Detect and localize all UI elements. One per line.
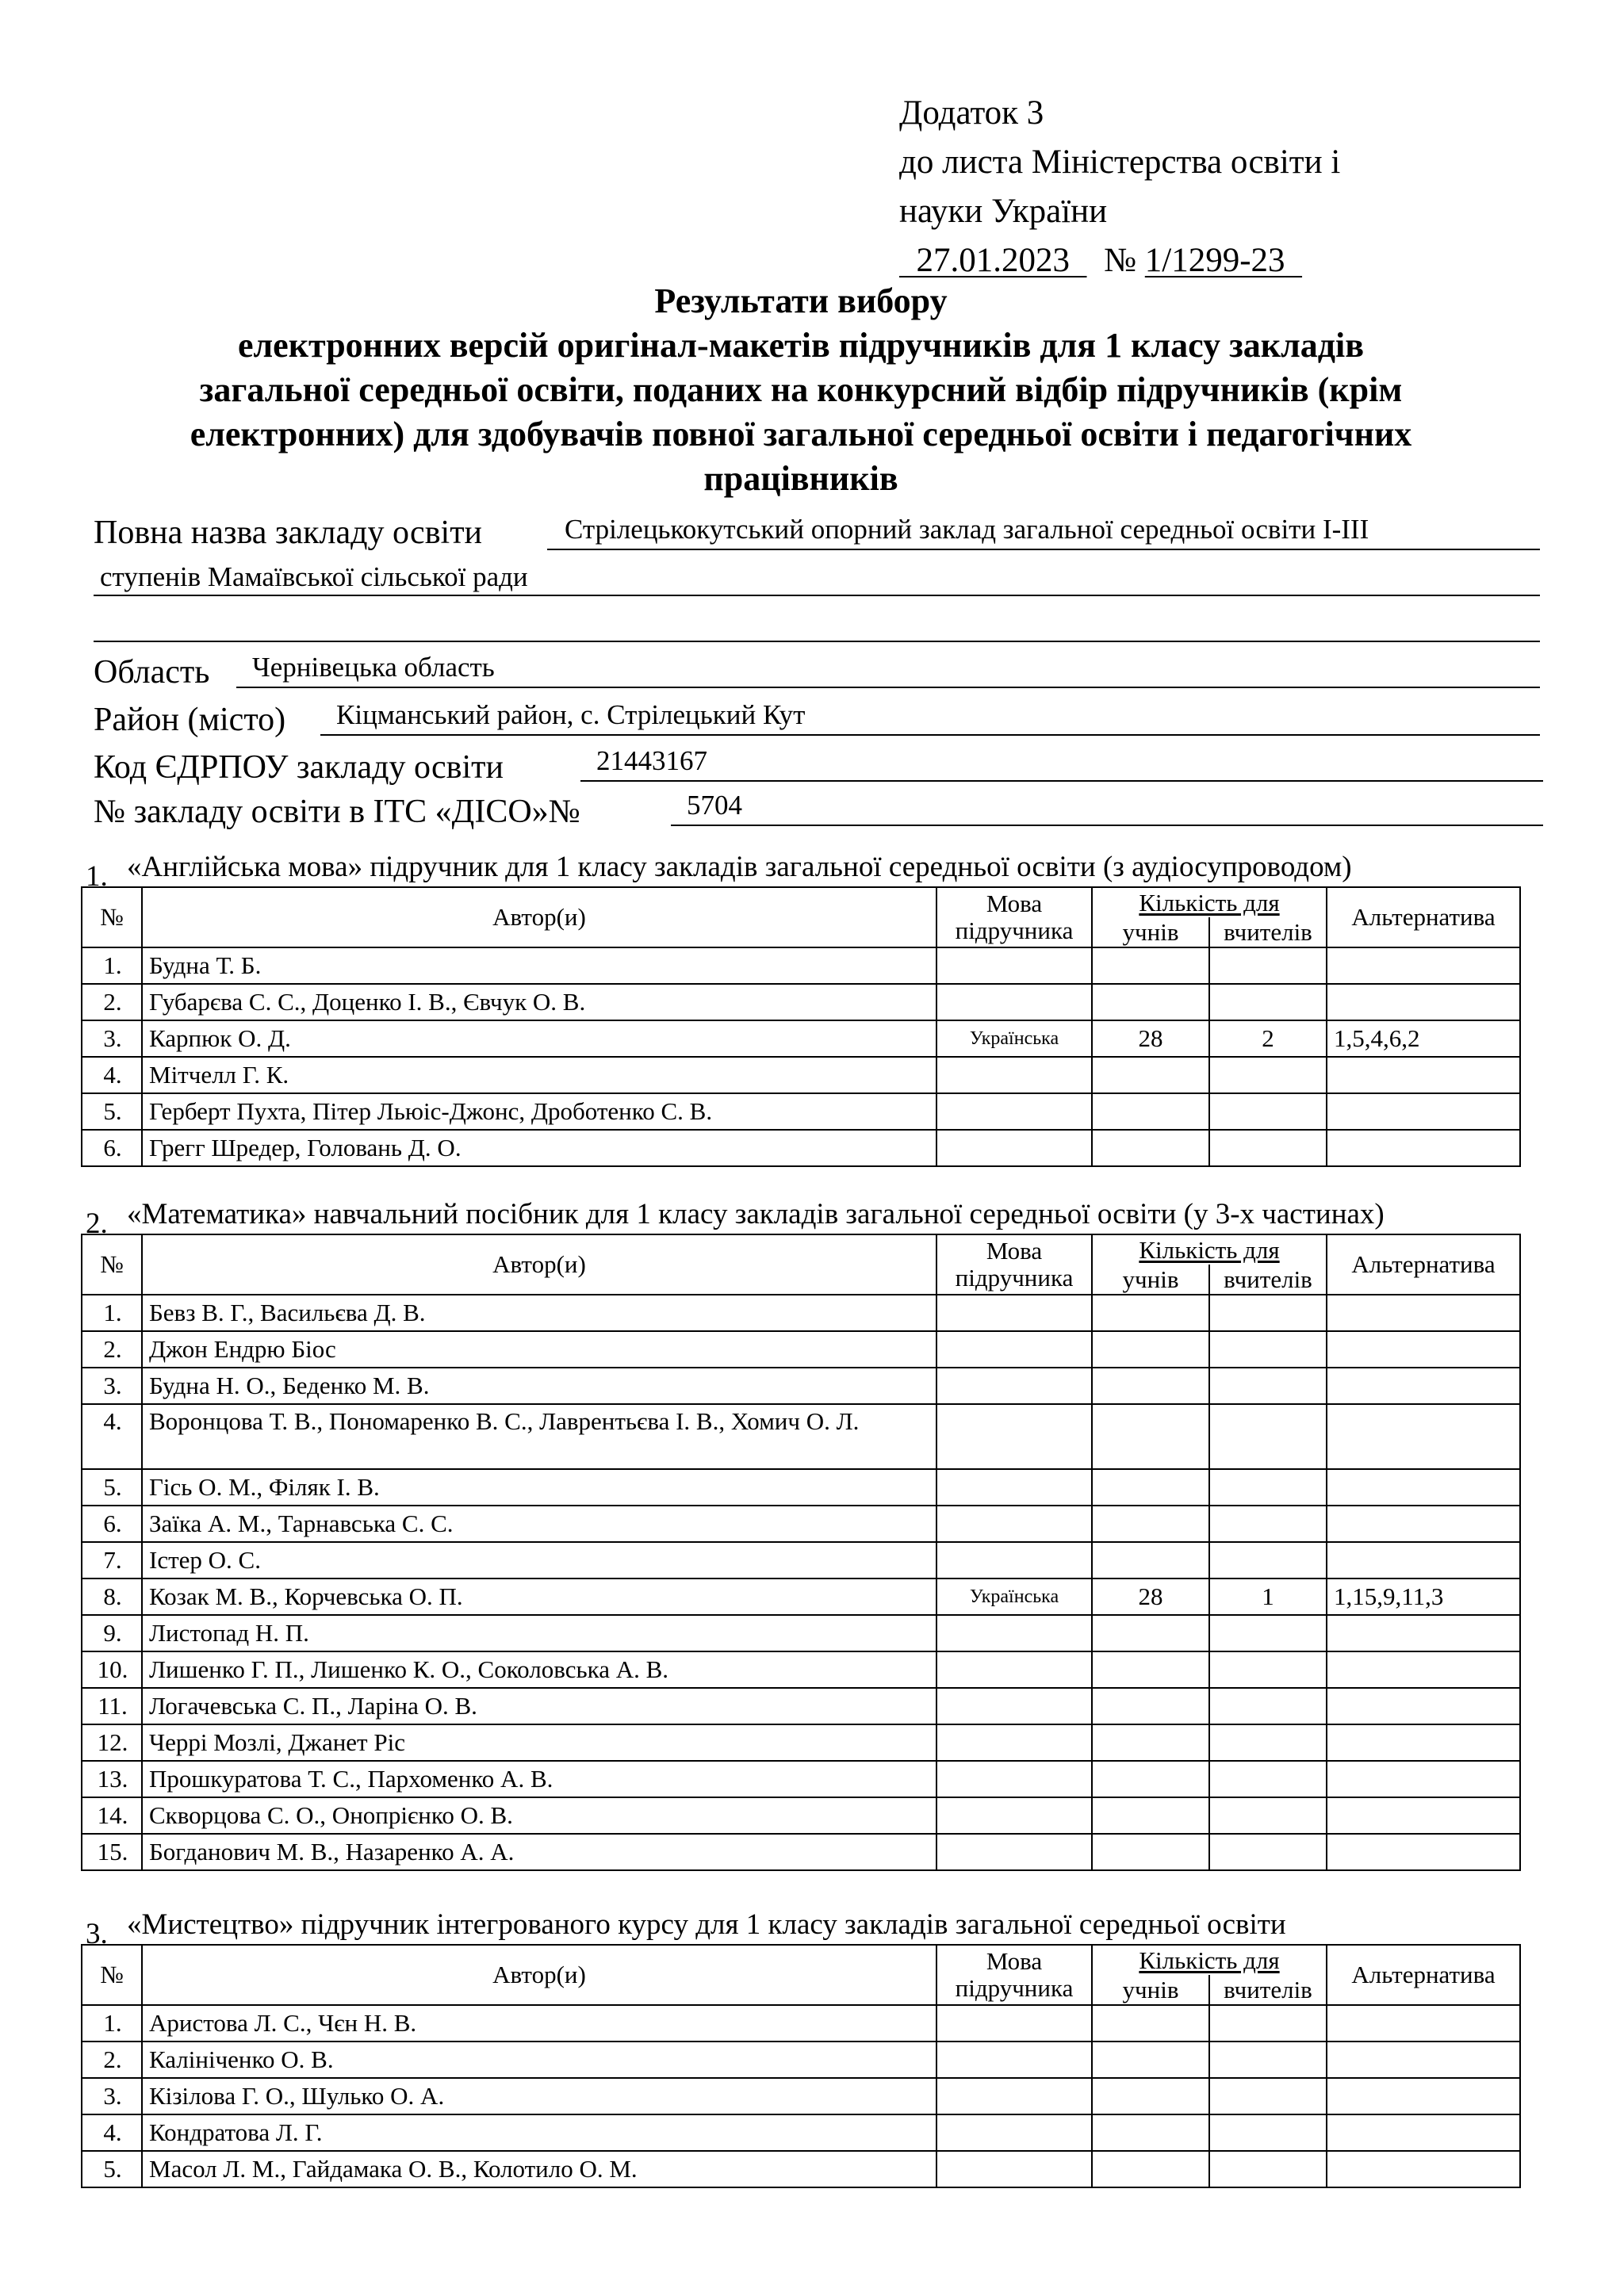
table-row bbox=[82, 1615, 1520, 1651]
row-language bbox=[936, 1469, 1092, 1506]
row-number: 2. bbox=[82, 984, 142, 1020]
header-students: учнів bbox=[1092, 917, 1209, 947]
row-alternative bbox=[1327, 1130, 1520, 1166]
row-teachers bbox=[1209, 1057, 1327, 1093]
table-row bbox=[82, 984, 1520, 1020]
row-number: 6. bbox=[82, 1506, 142, 1542]
row-language bbox=[936, 1651, 1092, 1688]
row-students bbox=[1092, 1469, 1209, 1506]
addendum-ministry-line: науки України bbox=[899, 193, 1108, 230]
row-teachers bbox=[1209, 947, 1327, 984]
addendum-block bbox=[899, 89, 1340, 285]
school-name-underline-1 bbox=[547, 549, 1540, 550]
table-header-row bbox=[82, 1945, 1520, 1975]
row-alternative bbox=[1327, 2114, 1520, 2151]
header-quantity bbox=[1092, 887, 1327, 917]
row-authors: Грегг Шредер, Головань Д. О. bbox=[142, 1130, 936, 1166]
row-number: 7. bbox=[82, 1542, 142, 1578]
row-students bbox=[1092, 1093, 1209, 1130]
header-alternative: Альтернатива bbox=[1327, 887, 1520, 947]
table-row bbox=[82, 1469, 1520, 1506]
row-language bbox=[936, 1797, 1092, 1834]
row-number: 4. bbox=[82, 2114, 142, 2151]
row-language bbox=[936, 1130, 1092, 1166]
row-number: 12. bbox=[82, 1724, 142, 1761]
region-label: Область bbox=[94, 654, 210, 691]
row-language bbox=[936, 1506, 1092, 1542]
row-number: 3. bbox=[82, 1368, 142, 1404]
row-language bbox=[936, 1331, 1092, 1368]
header-quantity-label: Кількість для bbox=[1139, 1946, 1280, 1974]
row-students bbox=[1092, 1688, 1209, 1724]
row-authors: Калініченко О. В. bbox=[142, 2042, 936, 2078]
table-row bbox=[82, 1093, 1520, 1130]
school-name-value-1: Стрілецькокутський опорний заклад загальної середньої освіти І-ІІІ bbox=[565, 514, 1369, 545]
row-number: 1. bbox=[82, 1295, 142, 1331]
row-language bbox=[936, 2151, 1092, 2187]
row-students bbox=[1092, 2151, 1209, 2187]
row-students bbox=[1092, 1761, 1209, 1797]
header-quantity bbox=[1092, 1945, 1327, 1975]
row-teachers bbox=[1209, 2042, 1327, 2078]
addendum-letter-line: до листа Міністерства освіти і bbox=[899, 144, 1341, 181]
row-number: 1. bbox=[82, 947, 142, 984]
table-row bbox=[82, 1020, 1520, 1057]
header-language-line-2: підручника bbox=[955, 1974, 1074, 2002]
row-alternative bbox=[1327, 1368, 1520, 1404]
section-2-title: «Математика» навчальний посібник для 1 класу закладів загальної середньої освіти (у 3-х частинах) bbox=[127, 1198, 1385, 1230]
title-line-2: електронних версій оригінал-макетів підручників для 1 класу закладів bbox=[237, 326, 1365, 365]
document-title bbox=[71, 279, 1530, 501]
itc-label: № закладу освіти в ІТС «ДІСО»№ bbox=[94, 794, 580, 830]
header-language-line-1: Мова bbox=[986, 890, 1043, 917]
table-row bbox=[82, 1688, 1520, 1724]
row-language bbox=[936, 1093, 1092, 1130]
title-line-1: Результати вибору bbox=[654, 281, 948, 320]
row-teachers bbox=[1209, 1404, 1327, 1469]
header-authors: Автор(и) bbox=[142, 887, 936, 947]
table-header-row bbox=[82, 887, 1520, 917]
header-teachers: вчителів bbox=[1209, 1265, 1327, 1295]
row-alternative bbox=[1327, 1797, 1520, 1834]
row-alternative bbox=[1327, 1469, 1520, 1506]
row-authors: Кондратова Л. Г. bbox=[142, 2114, 936, 2151]
row-students bbox=[1092, 1130, 1209, 1166]
row-language: Українська bbox=[936, 1578, 1092, 1615]
row-language bbox=[936, 947, 1092, 984]
row-number: 3. bbox=[82, 2078, 142, 2114]
section-3-number: 3. bbox=[86, 1918, 108, 1950]
row-alternative bbox=[1327, 1506, 1520, 1542]
table-row bbox=[82, 1834, 1520, 1870]
table-row bbox=[82, 1368, 1520, 1404]
row-language bbox=[936, 1368, 1092, 1404]
row-students bbox=[1092, 2078, 1209, 2114]
row-authors: Богданович М. В., Назаренко А. А. bbox=[142, 1834, 936, 1870]
header-num: № bbox=[82, 1234, 142, 1295]
header-language-line-2: підручника bbox=[955, 916, 1074, 944]
row-authors: Бевз В. Г., Васильєва Д. В. bbox=[142, 1295, 936, 1331]
row-alternative bbox=[1327, 1834, 1520, 1870]
header-alternative: Альтернатива bbox=[1327, 1234, 1520, 1295]
row-language bbox=[936, 1724, 1092, 1761]
row-authors: Істер О. С. bbox=[142, 1542, 936, 1578]
row-authors: Воронцова Т. В., Пономаренко В. С., Лаврентьєва І. В., Хомич О. Л. bbox=[142, 1404, 936, 1469]
row-teachers bbox=[1209, 2114, 1327, 2151]
row-authors: Герберт Пухта, Пітер Льюіс-Джонс, Дроботенко С. В. bbox=[142, 1093, 936, 1130]
row-number: 13. bbox=[82, 1761, 142, 1797]
row-authors: Масол Л. М., Гайдамака О. В., Колотило О. М. bbox=[142, 2151, 936, 2187]
row-students bbox=[1092, 947, 1209, 984]
row-number: 5. bbox=[82, 2151, 142, 2187]
row-alternative bbox=[1327, 2151, 1520, 2187]
table-row bbox=[82, 1797, 1520, 1834]
row-students bbox=[1092, 1542, 1209, 1578]
row-alternative bbox=[1327, 2078, 1520, 2114]
row-teachers bbox=[1209, 1331, 1327, 1368]
row-teachers bbox=[1209, 1506, 1327, 1542]
addendum-number: 1/1299-23 bbox=[1144, 242, 1285, 279]
table-row bbox=[82, 1651, 1520, 1688]
edrpou-underline bbox=[580, 780, 1543, 782]
row-number: 6. bbox=[82, 1130, 142, 1166]
row-teachers bbox=[1209, 2151, 1327, 2187]
row-language bbox=[936, 1834, 1092, 1870]
row-alternative bbox=[1327, 1651, 1520, 1688]
row-teachers bbox=[1209, 1834, 1327, 1870]
row-authors: Козак М. В., Корчевська О. П. bbox=[142, 1578, 936, 1615]
table-row bbox=[82, 2114, 1520, 2151]
header-language bbox=[936, 1945, 1092, 2005]
row-students bbox=[1092, 1295, 1209, 1331]
row-language bbox=[936, 2042, 1092, 2078]
district-value: Кіцманський район, с. Стрілецький Кут bbox=[336, 699, 806, 730]
row-alternative bbox=[1327, 1615, 1520, 1651]
row-teachers bbox=[1209, 2005, 1327, 2042]
row-students bbox=[1092, 1368, 1209, 1404]
row-language bbox=[936, 1404, 1092, 1469]
row-students bbox=[1092, 1651, 1209, 1688]
row-teachers bbox=[1209, 1724, 1327, 1761]
section-2-table bbox=[81, 1234, 1521, 1871]
section-1-table bbox=[81, 886, 1521, 1167]
row-number: 9. bbox=[82, 1615, 142, 1651]
section-2-number: 2. bbox=[86, 1207, 108, 1240]
district-label: Район (місто) bbox=[94, 702, 286, 738]
region-underline bbox=[236, 687, 1540, 688]
row-authors: Черрі Мозлі, Джанет Ріс bbox=[142, 1724, 936, 1761]
table-row bbox=[82, 2042, 1520, 2078]
header-num: № bbox=[82, 887, 142, 947]
row-language bbox=[936, 1615, 1092, 1651]
row-alternative bbox=[1327, 1093, 1520, 1130]
row-number: 5. bbox=[82, 1469, 142, 1506]
row-teachers bbox=[1209, 1761, 1327, 1797]
row-teachers bbox=[1209, 1093, 1327, 1130]
header-language-line-2: підручника bbox=[955, 1264, 1074, 1292]
itc-underline bbox=[671, 825, 1543, 826]
row-alternative: 1,5,4,6,2 bbox=[1327, 1020, 1520, 1057]
table-row bbox=[82, 2151, 1520, 2187]
row-number: 2. bbox=[82, 2042, 142, 2078]
row-alternative bbox=[1327, 2005, 1520, 2042]
row-number: 15. bbox=[82, 1834, 142, 1870]
table-row bbox=[82, 1057, 1520, 1093]
header-teachers: вчителів bbox=[1209, 917, 1327, 947]
section-3-table bbox=[81, 1944, 1521, 2188]
row-students bbox=[1092, 1834, 1209, 1870]
row-teachers: 1 bbox=[1209, 1578, 1327, 1615]
header-authors: Автор(и) bbox=[142, 1945, 936, 2005]
itc-value: 5704 bbox=[687, 790, 742, 821]
row-students bbox=[1092, 1404, 1209, 1469]
header-teachers: вчителів bbox=[1209, 1975, 1327, 2005]
row-language bbox=[936, 2005, 1092, 2042]
school-name-underline-2 bbox=[94, 595, 1540, 596]
row-alternative bbox=[1327, 1331, 1520, 1368]
row-teachers bbox=[1209, 1469, 1327, 1506]
row-alternative bbox=[1327, 1761, 1520, 1797]
table-row bbox=[82, 947, 1520, 984]
row-authors: Заїка А. М., Тарнавська С. С. bbox=[142, 1506, 936, 1542]
row-number: 4. bbox=[82, 1057, 142, 1093]
addendum-date: 27.01.2023 bbox=[916, 242, 1070, 279]
row-number: 10. bbox=[82, 1651, 142, 1688]
school-name-value-2: ступенів Мамаївської сільської ради bbox=[100, 561, 528, 592]
row-alternative bbox=[1327, 1688, 1520, 1724]
row-language bbox=[936, 1688, 1092, 1724]
row-students: 28 bbox=[1092, 1020, 1209, 1057]
region-value: Чернівецька область bbox=[252, 652, 495, 683]
row-authors: Будна Н. О., Беденко М. В. bbox=[142, 1368, 936, 1404]
row-teachers bbox=[1209, 1542, 1327, 1578]
row-authors: Кізілова Г. О., Шулько О. А. bbox=[142, 2078, 936, 2114]
row-alternative: 1,15,9,11,3 bbox=[1327, 1578, 1520, 1615]
row-number: 5. bbox=[82, 1093, 142, 1130]
table-row bbox=[82, 2078, 1520, 2114]
school-name-underline-3 bbox=[94, 641, 1540, 642]
row-authors: Джон Ендрю Біос bbox=[142, 1331, 936, 1368]
title-line-5: працівників bbox=[703, 459, 898, 498]
header-language bbox=[936, 1234, 1092, 1295]
row-students bbox=[1092, 1797, 1209, 1834]
row-language bbox=[936, 1057, 1092, 1093]
row-students bbox=[1092, 1331, 1209, 1368]
row-teachers bbox=[1209, 1651, 1327, 1688]
header-students: учнів bbox=[1092, 1265, 1209, 1295]
section-1-number: 1. bbox=[86, 860, 108, 893]
row-number: 1. bbox=[82, 2005, 142, 2042]
school-name-label: Повна назва закладу освіти bbox=[94, 515, 483, 551]
row-language bbox=[936, 1295, 1092, 1331]
header-alternative: Альтернатива bbox=[1327, 1945, 1520, 2005]
row-authors: Губарєва С. С., Доценко І. В., Євчук О. В. bbox=[142, 984, 936, 1020]
section-3-title: «Мистецтво» підручник інтегрованого курсу для 1 класу закладів загальної середньої освіти bbox=[127, 1908, 1286, 1941]
row-language bbox=[936, 1761, 1092, 1797]
row-teachers bbox=[1209, 1295, 1327, 1331]
table-row bbox=[82, 1295, 1520, 1331]
row-teachers bbox=[1209, 2078, 1327, 2114]
row-alternative bbox=[1327, 2042, 1520, 2078]
header-language-line-1: Мова bbox=[986, 1947, 1043, 1975]
section-1-title: «Англійська мова» підручник для 1 класу закладів загальної середньої освіти (з аудіосупроводом) bbox=[127, 851, 1352, 883]
row-teachers bbox=[1209, 1615, 1327, 1651]
table-row bbox=[82, 1761, 1520, 1797]
row-students bbox=[1092, 2114, 1209, 2151]
row-number: 2. bbox=[82, 1331, 142, 1368]
row-teachers bbox=[1209, 1688, 1327, 1724]
table-row bbox=[82, 1130, 1520, 1166]
row-authors: Прошкуратова Т. С., Пархоменко А. В. bbox=[142, 1761, 936, 1797]
edrpou-value: 21443167 bbox=[596, 745, 707, 776]
row-authors: Лишенко Г. П., Лишенко К. О., Соколовська А. В. bbox=[142, 1651, 936, 1688]
table-row bbox=[82, 1404, 1520, 1469]
row-alternative bbox=[1327, 1404, 1520, 1469]
row-students bbox=[1092, 984, 1209, 1020]
district-underline bbox=[320, 734, 1540, 736]
row-teachers bbox=[1209, 984, 1327, 1020]
row-authors: Гісь О. М., Філяк І. В. bbox=[142, 1469, 936, 1506]
table-row bbox=[82, 1724, 1520, 1761]
table-header-row bbox=[82, 1234, 1520, 1265]
header-quantity bbox=[1092, 1234, 1327, 1265]
header-num: № bbox=[82, 1945, 142, 2005]
row-alternative bbox=[1327, 984, 1520, 1020]
row-students bbox=[1092, 2042, 1209, 2078]
addendum-number-sign: № bbox=[1104, 242, 1137, 279]
title-line-3: загальної середньої освіти, поданих на конкурсний відбір підручників (крім bbox=[199, 370, 1403, 409]
row-language bbox=[936, 984, 1092, 1020]
row-number: 11. bbox=[82, 1688, 142, 1724]
row-number: 4. bbox=[82, 1404, 142, 1469]
row-alternative bbox=[1327, 947, 1520, 984]
row-number: 14. bbox=[82, 1797, 142, 1834]
edrpou-label: Код ЄДРПОУ закладу освіти bbox=[94, 749, 504, 786]
row-authors: Аристова Л. С., Чєн Н. В. bbox=[142, 2005, 936, 2042]
row-students bbox=[1092, 1506, 1209, 1542]
addendum-date-line bbox=[899, 236, 1340, 285]
table-row bbox=[82, 1331, 1520, 1368]
row-authors: Мітчелл Г. К. bbox=[142, 1057, 936, 1093]
header-language bbox=[936, 887, 1092, 947]
row-alternative bbox=[1327, 1295, 1520, 1331]
row-language bbox=[936, 2114, 1092, 2151]
row-authors: Листопад Н. П. bbox=[142, 1615, 936, 1651]
row-students bbox=[1092, 1615, 1209, 1651]
header-quantity-label: Кількість для bbox=[1139, 1235, 1280, 1264]
row-students: 28 bbox=[1092, 1578, 1209, 1615]
row-authors: Логачевська С. П., Ларіна О. В. bbox=[142, 1688, 936, 1724]
row-students bbox=[1092, 1057, 1209, 1093]
header-quantity-label: Кількість для bbox=[1139, 888, 1280, 916]
table-row bbox=[82, 1542, 1520, 1578]
table-row bbox=[82, 1506, 1520, 1542]
row-teachers bbox=[1209, 1797, 1327, 1834]
row-number: 8. bbox=[82, 1578, 142, 1615]
title-line-4: електронних) для здобувачів повної загальної середньої освіти і педагогічних bbox=[190, 415, 1412, 453]
row-alternative bbox=[1327, 1542, 1520, 1578]
row-authors: Скворцова С. О., Онопрієнко О. В. bbox=[142, 1797, 936, 1834]
header-language-line-1: Мова bbox=[986, 1237, 1043, 1265]
addendum-title: Додаток 3 bbox=[899, 94, 1044, 132]
row-students bbox=[1092, 2005, 1209, 2042]
row-authors: Будна Т. Б. bbox=[142, 947, 936, 984]
table-row bbox=[82, 1578, 1520, 1615]
row-teachers bbox=[1209, 1368, 1327, 1404]
row-number: 3. bbox=[82, 1020, 142, 1057]
row-teachers bbox=[1209, 1130, 1327, 1166]
header-authors: Автор(и) bbox=[142, 1234, 936, 1295]
row-alternative bbox=[1327, 1724, 1520, 1761]
row-language bbox=[936, 2078, 1092, 2114]
header-students: учнів bbox=[1092, 1975, 1209, 2005]
row-alternative bbox=[1327, 1057, 1520, 1093]
row-teachers: 2 bbox=[1209, 1020, 1327, 1057]
row-language: Українська bbox=[936, 1020, 1092, 1057]
table-row bbox=[82, 2005, 1520, 2042]
row-students bbox=[1092, 1724, 1209, 1761]
row-language bbox=[936, 1542, 1092, 1578]
row-authors: Карпюк О. Д. bbox=[142, 1020, 936, 1057]
